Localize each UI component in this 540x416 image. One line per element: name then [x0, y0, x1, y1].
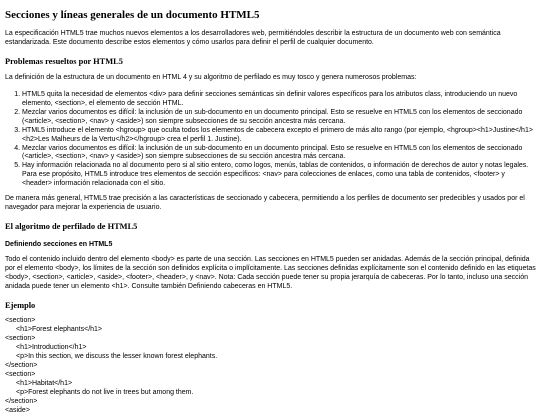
- list-item: 4. Mezclar varios documentos es difícil: la inclusión de un sub-documento en un documento principal. Esto se resuelve en HTML5 con los elementos de seccionado (<article>, <section>, <nav> y <aside>) son siempre subsecciones de su sección ancestra más cercana.: [22, 145, 536, 163]
- code-line: <aside>: [5, 406, 30, 414]
- section-heading-problems: Problemas resueltos por HTML5: [5, 57, 123, 67]
- code-line: <section>: [5, 371, 36, 379]
- code-line: </section>: [5, 362, 38, 370]
- problems-lead-paragraph: La definición de la estructura de un documento en HTML 4 y su algoritmo de perfilado es muy tosco y genera numerosos problemas:: [5, 73, 417, 81]
- code-line: </section>: [5, 398, 38, 406]
- list-item: 5. Hay información relacionada no al documento pero si al sitio entero, como logos, menús, tablas de contenidos, o información de derechos de autor y notas legales. Para ese propósito, HTML5 introduce tres elementos de sección específicos: <nav> para colecciones de enlaces, como una tabla de contenidos, <footer> y <header> información relacionada con el sitio.: [22, 162, 536, 189]
- list-item: 3. HTML5 introduce el elemento <hgroup> que oculta todos los elementos de cabecera excepto el primero de más alto rango (por ejemplo, <hgroup><h1>Justine</h1><h2>Les Malheurs de la Vertu</h2></hgroup> crea el perfil 1. Justine).: [22, 127, 536, 145]
- section-heading-example: Ejemplo: [5, 300, 36, 310]
- code-line: <section>: [5, 317, 36, 325]
- code-line: <h1>Habitat</h1>: [16, 380, 73, 388]
- code-line: <p>In this section, we discuss the lesser known forest elephants.: [16, 353, 218, 361]
- problems-list: [5, 91, 536, 189]
- code-line: <h1>Introduction</h1>: [16, 344, 87, 352]
- subheading-defining-sections: Definiendo secciones en HTML5: [5, 240, 113, 248]
- intro-paragraph: La especificación HTML5 trae muchos nuevos elementos a los desarrolladores web, permitiéndoles describir la estructura de un documento web con semántica estandarizada. Este documento describe estos elementos y cómo usarlos para definir el perfil de cualquier documento.: [5, 30, 501, 47]
- code-line: <section>: [5, 335, 36, 343]
- section-heading-algorithm: El algoritmo de perfilado de HTML5: [5, 222, 138, 232]
- code-line: <p>Forest elephants do not live in trees but among them.: [16, 389, 194, 397]
- code-example: [5, 317, 536, 415]
- list-item: 1. HTML5 quita la necesidad de elementos <div> para definir secciones semánticas sin definir valores específicos para los atributos class, introduciendo un nuevo elemento, <section>, el elemento de sección HTML.: [22, 91, 536, 109]
- defining-sections-paragraph: Todo el contenido incluido dentro del elemento <body> es parte de una sección. Las secciones en HTML5 pueden ser anidadas. Además de la sección principal, definida por el elemento <body>, los límites de la sección son definidos explícita o implícitamente. Las secciones definidas explícitamente son el contenido definido en las etiquetas <body>, <section>, <article>, <aside>, <footer>, <header>, y <nav>. Nota: Cada sección puede tener su propia jerarquía de cabeceras. Por lo tanto, incluso una sección anidada puede tener un elemento <h1>. Consulte también Definiendo cabeceras en HTML5.: [5, 255, 536, 290]
- problems-closing-paragraph: De manera más general, HTML5 trae precisión a las características de seccionado y cabecera, permitiendo a los perfiles de documento ser predecibles y usados por el navegador para mejorar la experiencia de usuario.: [5, 195, 525, 212]
- page-title: Secciones y líneas generales de un documento HTML5: [5, 9, 260, 21]
- list-item: 2. Mezclar varios documentos es difícil: la inclusión de un sub-documento en un documento principal. Esto se resuelve en HTML5 con los elementos de seccionado (<article>, <section>, <nav> y <aside>) son siempre subsecciones de su sección ancestra más cercana.: [22, 109, 536, 127]
- code-line: <h1>Forest elephants</h1>: [16, 326, 103, 334]
